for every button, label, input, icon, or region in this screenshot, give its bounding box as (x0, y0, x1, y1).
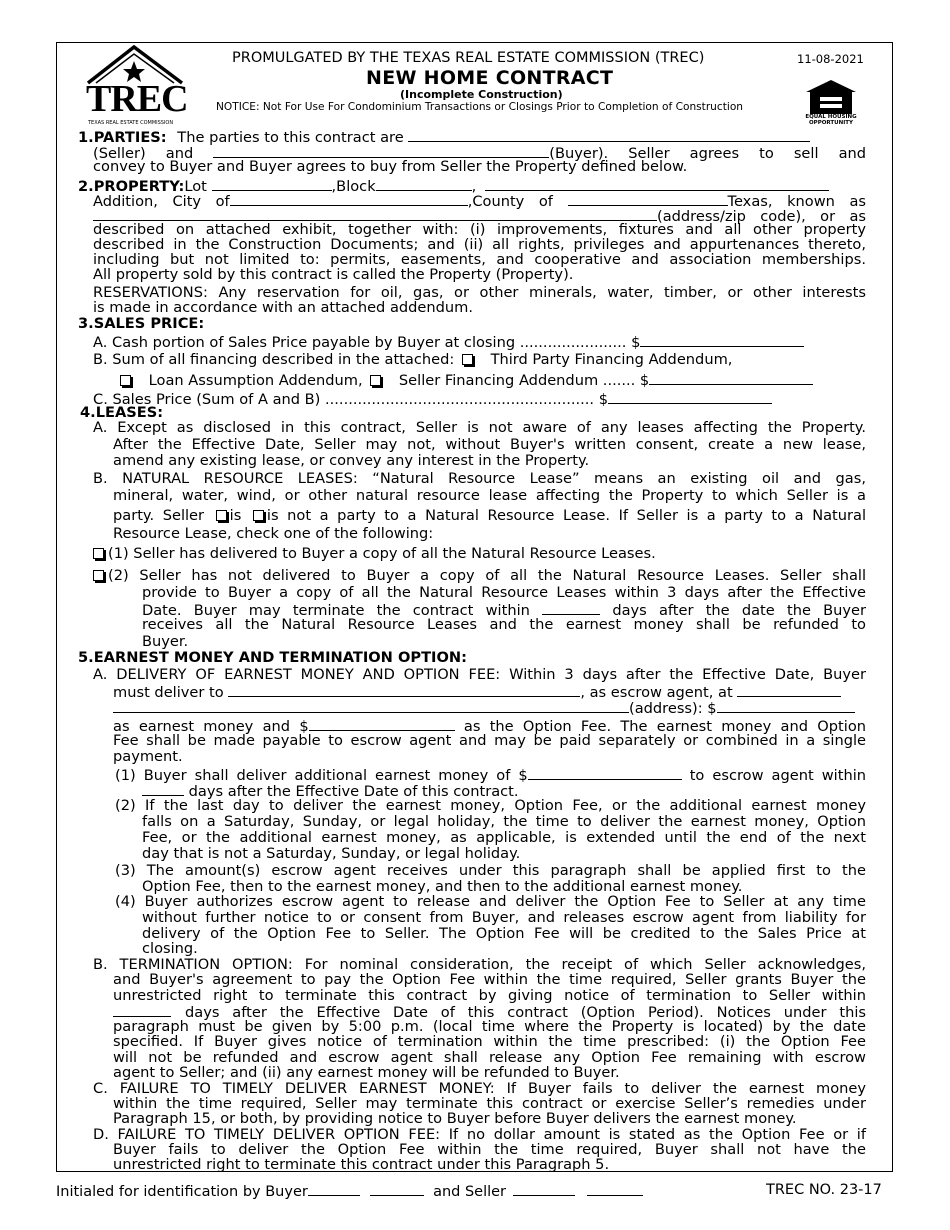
s5-text: days after the Effective Date of this contract. (188, 783, 519, 800)
county-field[interactable] (568, 192, 728, 206)
s4-b3 (113, 508, 866, 523)
buyer-field[interactable] (213, 144, 549, 158)
s5-text: as earnest money and $ (113, 718, 309, 735)
section-heading-5: 5.EARNEST MONEY AND TERMINATION OPTION: (78, 649, 467, 666)
s3-b1 (93, 352, 732, 367)
leases-delivered-checkbox[interactable] (93, 548, 104, 559)
s5-text: Fee shall be made payable to escrow agent and may be paid separately or combined in a single (113, 732, 866, 749)
s5-b3 (113, 988, 866, 1003)
escrow-address-field[interactable] (737, 683, 841, 697)
s4-option1 (93, 546, 656, 561)
s5-n2b (142, 814, 866, 829)
s2-text: including but not limited to: permits, easements, and cooperative and association memberships. (93, 251, 866, 268)
s3-text: C. Sales Price (Sum of A and B) .......................................................... $ (93, 391, 608, 408)
section-heading: 2.PROPERTY: (78, 178, 185, 195)
s2-text: described in the Construction Documents; and (ii) all rights, privileges and appurtenances thereto, (93, 236, 866, 253)
logo-subtext: TEXAS REAL ESTATE COMMISSION (88, 120, 174, 126)
s2-text: Lot (184, 178, 207, 195)
leases-not-delivered-checkbox[interactable] (93, 570, 104, 581)
s4-a3: amend any existing lease, or convey any interest in the Property. (113, 452, 590, 469)
s5-c3: Paragraph 15, or both, by providing notice to Buyer before Buyer delivers the earnest money. (113, 1110, 797, 1127)
s5-text: paragraph must be given by 5:00 p.m. (local time where the Property is located) by the date (113, 1018, 866, 1035)
seller-is-party-checkbox[interactable] (216, 510, 227, 521)
s5-n3a (115, 863, 866, 878)
loan-assumption-checkbox[interactable] (120, 375, 131, 386)
s4-b1 (93, 471, 866, 486)
additional-days-field[interactable] (142, 782, 184, 796)
known-as-field[interactable] (93, 207, 657, 221)
footer-text: Initialed for identification by Buyer (56, 1184, 308, 1200)
s1-line3: convey to Buyer and Buyer agrees to buy from Seller the Property defined below. (93, 158, 688, 175)
s5-text: within the time required, Seller may terminate this contract or exercise Seller’s remedies under (113, 1095, 866, 1112)
s5-a2 (113, 683, 841, 700)
logo-text: TREC (86, 78, 188, 120)
footer-initials (56, 1182, 643, 1200)
s4-text: A. Except as disclosed in this contract, Seller is not aware of any leases affecting the Property. (93, 419, 866, 436)
s4-text: B. NATURAL RESOURCE LEASES: “Natural Resource Lease” means an existing oil and gas, (93, 470, 866, 487)
s4-o2e: Buyer. (142, 633, 189, 650)
s5-text: D. FAILURE TO TIMELY DELIVER OPTION FEE: If no dollar amount is stated as the Option Fee or if (93, 1126, 866, 1143)
trec-logo (86, 45, 186, 125)
buyer-initial-2[interactable] (370, 1182, 424, 1196)
s5-text: C. FAILURE TO TIMELY DELIVER EARNEST MONEY: If Buyer fails to deliver the earnest money (93, 1080, 866, 1097)
s3-text: Loan Assumption Addendum, (148, 372, 363, 389)
section-heading-4: 4.LEASES: (80, 404, 164, 421)
s5-text: specified. If Buyer gives notice of termination within the time prescribed: (i) the Option Fee (113, 1033, 866, 1050)
section-heading: 1.PARTIES: (78, 129, 167, 146)
addition-field[interactable] (485, 177, 829, 191)
s4-a1 (93, 420, 866, 435)
s2-text: (address/zip code), or as (657, 208, 866, 225)
s4-text: receives all the Natural Resource Leases and the earnest money shall be refunded to (142, 616, 866, 633)
s2-text: ,County of (467, 193, 553, 210)
s4-b2 (113, 488, 866, 503)
s3-c (93, 390, 772, 407)
s4-text: (1) Seller has delivered to Buyer a copy of all the Natural Resource Leases. (108, 545, 656, 562)
s5-text: and Buyer's agreement to pay the Option Fee within the time required, Seller grants Buyer the (113, 971, 866, 988)
s5-text: (4) Buyer authorizes escrow agent to release and deliver the Option Fee to Seller at any time (115, 893, 866, 910)
notice-line: NOTICE: Not For Use For Condominium Transactions or Closings Prior to Completion of Construction (216, 101, 744, 113)
s5-a1 (93, 667, 866, 682)
s2-text: described on attached exhibit, together with: (i) improvements, fixtures and all other property (93, 221, 866, 238)
s5-text: A. DELIVERY OF EARNEST MONEY AND OPTION FEE: Within 3 days after the Effective Date, Buyer (93, 666, 866, 683)
s5-text: will not be refunded and escrow agent shall release any Option Fee remaining with escrow (113, 1049, 866, 1066)
s5-text: must deliver to (113, 684, 224, 701)
s5-text: unrestricted right to terminate this contract by giving notice of termination to Seller within (113, 987, 866, 1004)
s5-text: (1) Buyer shall deliver additional earnest money of $ (115, 767, 528, 784)
s4-option2 (93, 568, 866, 583)
s4-text: provide to Buyer a copy of all the Natural Resource Leases within 3 days after the Effective (142, 584, 866, 601)
s5-n4d: closing. (142, 940, 198, 957)
s5-text: Buyer fails to deliver the Option Fee within the time required, Buyer shall not have the (113, 1141, 866, 1158)
s4-o2d (142, 617, 866, 632)
cash-amount-field[interactable] (640, 333, 804, 347)
s2-text: , (471, 178, 477, 195)
s5-text: , as escrow agent, at (580, 684, 733, 701)
page-subtitle: (Incomplete Construction) (400, 88, 563, 101)
s5-d3: unrestricted right to terminate this contract under this Paragraph 5. (113, 1156, 610, 1173)
s4-b4: Resource Lease, check one of the following: (113, 525, 434, 542)
s5-text: as the Option Fee. The earnest money and Option (463, 718, 866, 735)
s5-n4b (142, 910, 866, 925)
s5-text: B. TERMINATION OPTION: For nominal consideration, the receipt of which Seller acknowledges, (93, 956, 866, 973)
s4-text: Date. Buyer may terminate the contract within (142, 602, 530, 619)
s5-n2c (142, 830, 866, 845)
equal-housing-icon (800, 76, 862, 116)
s4-text: party. Seller (113, 507, 205, 524)
footer-text: and Seller (433, 1184, 507, 1200)
s4-o2b (142, 585, 866, 600)
s5-text: Fee, or the additional earnest money, as applicable, is extended until the end of the next (142, 829, 866, 846)
s5-text: without further notice to or consent from Buyer, and releases escrow agent from liability for (142, 909, 866, 926)
s5-b8: agent to Seller; and (ii) any earnest money will be refunded to Buyer. (113, 1064, 620, 1081)
s5-b6 (113, 1034, 866, 1049)
equal-housing-logo (800, 76, 862, 126)
form-date: 11-08-2021 (797, 52, 864, 66)
seller-initial-2[interactable] (587, 1182, 643, 1196)
s2-text: RESERVATIONS: Any reservation for oil, gas, or other minerals, water, timber, or other interests (93, 284, 866, 301)
form-number: TREC NO. 23-17 (766, 1182, 882, 1198)
parties-field[interactable] (408, 128, 810, 142)
s5-a6: payment. (113, 748, 183, 765)
s5-text: (address): $ (629, 700, 717, 717)
s4-text: After the Effective Date, Seller may not, without Buyer's written consent, create a new lease, (113, 436, 866, 453)
lease-days-field[interactable] (542, 601, 600, 615)
city-field[interactable] (230, 192, 468, 206)
lot-field[interactable] (212, 177, 332, 191)
s5-text: to escrow agent within (689, 767, 866, 784)
s5-b2 (113, 972, 866, 987)
s5-text: falls on a Saturday, Sunday, or legal holiday, the time to deliver the earnest money, Option (142, 813, 866, 830)
s2-text: Texas, known as (727, 193, 866, 210)
s1-line1 (78, 128, 810, 145)
buyer-initial-1[interactable] (308, 1182, 360, 1196)
s5-a5 (113, 733, 866, 748)
third-party-financing-checkbox[interactable] (462, 354, 473, 365)
s1-text: (Buyer). Seller agrees to sell and (549, 145, 867, 162)
seller-financing-checkbox[interactable] (370, 375, 381, 386)
s3-text: Seller Financing Addendum ....... $ (398, 372, 650, 389)
s2-r2: is made in accordance with an attached addendum. (93, 299, 474, 316)
option-fee-field[interactable] (309, 717, 455, 731)
additional-earnest-field[interactable] (528, 766, 682, 780)
s2-text: Addition, City of (93, 193, 230, 210)
seller-not-party-checkbox[interactable] (253, 510, 264, 521)
s5-n2a (115, 798, 866, 813)
section-heading-3: 3.SALES PRICE: (78, 315, 205, 332)
seller-initial-1[interactable] (513, 1182, 575, 1196)
s5-text: delivery of the Option Fee to Seller. The Option Fee will be credited to the Sales Price at (142, 925, 866, 942)
escrow-address-field-2[interactable] (113, 699, 629, 713)
s5-n1 (115, 766, 866, 783)
s5-text: (2) If the last day to deliver the earnest money, Option Fee, or the additional earnest money (115, 797, 866, 814)
s3-a (93, 333, 804, 350)
financing-amount-field[interactable] (649, 371, 813, 385)
option-days-field[interactable] (113, 1003, 171, 1017)
s4-a2 (113, 437, 866, 452)
earnest-money-field[interactable] (717, 699, 855, 713)
s4-text: is not a party to a Natural Resource Lease. If Seller is a party to a Natural (266, 507, 867, 524)
s5-n2d: day that is not a Saturday, Sunday, or legal holiday. (142, 845, 521, 862)
s3-text: A. Cash portion of Sales Price payable by Buyer at closing ....................... $ (93, 334, 641, 351)
s4-text: days after the date the Buyer (612, 602, 867, 619)
s5-n4c (142, 926, 866, 941)
promulgated-line: PROMULGATED BY THE TEXAS REAL ESTATE COMMISSION (TREC) (232, 50, 705, 66)
s2-p4: All property sold by this contract is called the Property (Property). (93, 266, 574, 283)
s4-text: mineral, water, wind, or other natural resource lease affecting the Property to which Seller is a (113, 487, 866, 504)
s3-b2 (117, 371, 813, 388)
s3-text: B. Sum of all financing described in the attached: (93, 351, 455, 368)
s1-text: (Seller) and (93, 145, 194, 162)
block-field[interactable] (376, 177, 472, 191)
s2-text: ,Block (331, 178, 376, 195)
page-title: NEW HOME CONTRACT (366, 67, 614, 89)
eho-text: EQUAL HOUSING OPPORTUNITY (805, 114, 857, 126)
escrow-agent-field[interactable] (228, 683, 580, 697)
s5-n3b: Option Fee, then to the earnest money, and then to the additional earnest money. (142, 878, 743, 895)
s4-text: (2) Seller has not delivered to Buyer a copy of all the Natural Resource Leases. Seller shall (108, 567, 866, 584)
s4-text: is (229, 507, 242, 524)
s5-a3 (113, 699, 855, 716)
s5-n4a (115, 894, 866, 909)
s5-text: (3) The amount(s) escrow agent receives under this paragraph shall be applied first to the (115, 862, 866, 879)
s5-text: days after the Effective Date of this contract (Option Period). Notices under this (185, 1004, 866, 1021)
s1-text: The parties to this contract are (177, 129, 404, 146)
s3-text: Third Party Financing Addendum, (490, 351, 733, 368)
sales-price-field[interactable] (608, 390, 772, 404)
